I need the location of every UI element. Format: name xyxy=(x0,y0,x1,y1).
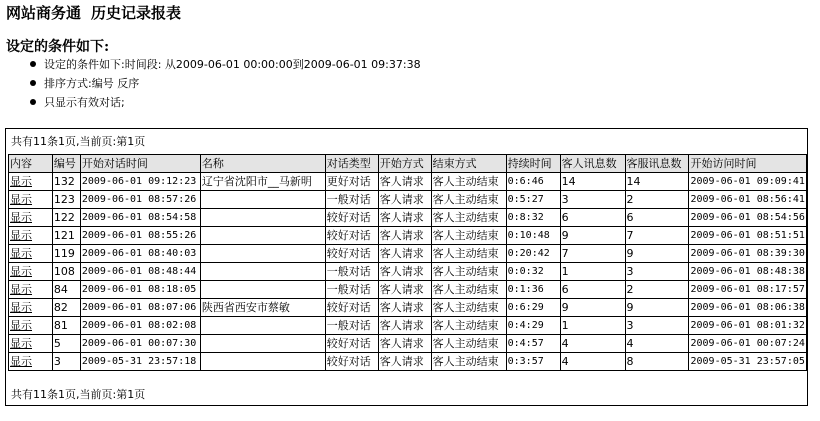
cell-dialog-type: 一般对话 xyxy=(325,263,378,281)
cell-begin-mode: 客人请求 xyxy=(378,209,431,227)
cell-id: 108 xyxy=(52,263,80,281)
cell-dialog-type: 更好对话 xyxy=(325,173,378,191)
cell-start-time: 2009-06-01 08:07:06 xyxy=(80,299,200,317)
cell-duration: 0:20:42 xyxy=(506,245,560,263)
cell-begin-mode: 客人请求 xyxy=(378,299,431,317)
cell-dialog-type: 较好对话 xyxy=(325,245,378,263)
show-detail-link[interactable]: 显示 xyxy=(10,283,32,296)
cell-id: 122 xyxy=(52,209,80,227)
records-panel xyxy=(5,128,808,406)
column-header: 持续时间 xyxy=(506,155,560,173)
cell-start-time: 2009-06-01 08:18:05 xyxy=(80,281,200,299)
cell-duration: 0:8:32 xyxy=(506,209,560,227)
cell-id: 132 xyxy=(52,173,80,191)
cell-end-mode: 客人主动结束 xyxy=(431,263,506,281)
table-row xyxy=(9,353,807,371)
table-row xyxy=(9,209,807,227)
cell-staff-messages: 8 xyxy=(625,353,689,371)
cell-visit-time: 2009-06-01 08:01:32 xyxy=(689,317,807,335)
pagination-summary-top: 共有11条1页,当前页:第1页 xyxy=(11,135,146,148)
cell-staff-messages: 2 xyxy=(625,191,689,209)
cell-begin-mode: 客人请求 xyxy=(378,191,431,209)
column-header: 对话类型 xyxy=(325,155,378,173)
cell-staff-messages: 6 xyxy=(625,209,689,227)
cell-id: 119 xyxy=(52,245,80,263)
cell-end-mode: 客人主动结束 xyxy=(431,335,506,353)
show-detail-link[interactable]: 显示 xyxy=(10,265,32,278)
cell-content xyxy=(9,281,53,299)
show-detail-link[interactable]: 显示 xyxy=(10,301,32,314)
cell-guest-messages: 14 xyxy=(560,173,625,191)
table-row xyxy=(9,281,807,299)
cell-dialog-type: 较好对话 xyxy=(325,209,378,227)
page-title xyxy=(6,2,181,23)
cell-content xyxy=(9,245,53,263)
cell-guest-messages: 1 xyxy=(560,263,625,281)
cell-duration: 0:3:57 xyxy=(506,353,560,371)
table-row xyxy=(9,191,807,209)
column-header: 结束方式 xyxy=(431,155,506,173)
cell-begin-mode: 客人请求 xyxy=(378,335,431,353)
cell-start-time: 2009-06-01 00:07:30 xyxy=(80,335,200,353)
cell-duration: 0:5:27 xyxy=(506,191,560,209)
report-title: 历史记录报表 xyxy=(91,4,182,22)
cell-visit-time: 2009-06-01 08:54:56 xyxy=(689,209,807,227)
cell-id: 81 xyxy=(52,317,80,335)
cell-name xyxy=(200,317,325,335)
cell-id: 121 xyxy=(52,227,80,245)
cell-start-time: 2009-06-01 09:12:23 xyxy=(80,173,200,191)
table-row xyxy=(9,263,807,281)
cell-id: 5 xyxy=(52,335,80,353)
cell-duration: 0:0:32 xyxy=(506,263,560,281)
show-detail-link[interactable]: 显示 xyxy=(10,319,32,332)
cell-dialog-type: 较好对话 xyxy=(325,335,378,353)
cell-name xyxy=(200,245,325,263)
cell-name: 辽宁省沈阳市__马新明 xyxy=(200,173,325,191)
cell-start-time: 2009-05-31 23:57:18 xyxy=(80,353,200,371)
cell-name xyxy=(200,281,325,299)
cell-guest-messages: 7 xyxy=(560,245,625,263)
table-header-row xyxy=(9,155,807,173)
column-header: 开始访问时间 xyxy=(689,155,807,173)
cell-visit-time: 2009-06-01 08:06:38 xyxy=(689,299,807,317)
cell-duration: 0:6:46 xyxy=(506,173,560,191)
column-header: 客服讯息数 xyxy=(625,155,689,173)
conditions-list xyxy=(30,55,421,112)
cell-id: 3 xyxy=(52,353,80,371)
show-detail-link[interactable]: 显示 xyxy=(10,175,32,188)
cell-name xyxy=(200,191,325,209)
cell-id: 82 xyxy=(52,299,80,317)
cell-end-mode: 客人主动结束 xyxy=(431,227,506,245)
cell-duration: 0:1:36 xyxy=(506,281,560,299)
cell-end-mode: 客人主动结束 xyxy=(431,317,506,335)
cell-dialog-type: 较好对话 xyxy=(325,299,378,317)
column-header: 名称 xyxy=(200,155,325,173)
history-records-table xyxy=(8,154,807,371)
cell-end-mode: 客人主动结束 xyxy=(431,209,506,227)
table-row xyxy=(9,245,807,263)
cell-visit-time: 2009-06-01 00:07:24 xyxy=(689,335,807,353)
cell-start-time: 2009-06-01 08:02:08 xyxy=(80,317,200,335)
cell-id: 84 xyxy=(52,281,80,299)
cell-end-mode: 客人主动结束 xyxy=(431,281,506,299)
cell-content xyxy=(9,191,53,209)
table-row xyxy=(9,173,807,191)
cell-dialog-type: 一般对话 xyxy=(325,317,378,335)
cell-content xyxy=(9,299,53,317)
cell-start-time: 2009-06-01 08:55:26 xyxy=(80,227,200,245)
cell-content xyxy=(9,353,53,371)
cell-content xyxy=(9,173,53,191)
cell-begin-mode: 客人请求 xyxy=(378,245,431,263)
cell-start-time: 2009-06-01 08:54:58 xyxy=(80,209,200,227)
table-row xyxy=(9,227,807,245)
condition-sort-order: 排序方式:编号 反序 xyxy=(30,74,421,93)
cell-visit-time: 2009-06-01 08:51:51 xyxy=(689,227,807,245)
cell-staff-messages: 4 xyxy=(625,335,689,353)
cell-guest-messages: 4 xyxy=(560,353,625,371)
table-row xyxy=(9,335,807,353)
conditions-heading: 设定的条件如下: xyxy=(6,39,110,55)
cell-name xyxy=(200,263,325,281)
app-title: 网站商务通 xyxy=(6,4,82,22)
cell-name: 陕西省西安市蔡敏 xyxy=(200,299,325,317)
condition-time-range: 设定的条件如下:时间段: 从2009-06-01 00:00:00到2009-06-01 09:37:38 xyxy=(30,55,421,74)
cell-duration: 0:4:57 xyxy=(506,335,560,353)
cell-begin-mode: 客人请求 xyxy=(378,353,431,371)
table-row xyxy=(9,299,807,317)
cell-end-mode: 客人主动结束 xyxy=(431,191,506,209)
cell-begin-mode: 客人请求 xyxy=(378,227,431,245)
cell-staff-messages: 3 xyxy=(625,263,689,281)
cell-guest-messages: 6 xyxy=(560,209,625,227)
cell-staff-messages: 2 xyxy=(625,281,689,299)
column-header: 开始对话时间 xyxy=(80,155,200,173)
show-detail-link[interactable]: 显示 xyxy=(10,211,32,224)
cell-staff-messages: 14 xyxy=(625,173,689,191)
cell-start-time: 2009-06-01 08:57:26 xyxy=(80,191,200,209)
condition-valid-only: 只显示有效对话; xyxy=(30,93,421,112)
cell-dialog-type: 较好对话 xyxy=(325,353,378,371)
cell-name xyxy=(200,209,325,227)
show-detail-link[interactable]: 显示 xyxy=(10,247,32,260)
cell-begin-mode: 客人请求 xyxy=(378,263,431,281)
cell-visit-time: 2009-05-31 23:57:05 xyxy=(689,353,807,371)
cell-content xyxy=(9,335,53,353)
cell-begin-mode: 客人请求 xyxy=(378,173,431,191)
cell-visit-time: 2009-06-01 08:17:57 xyxy=(689,281,807,299)
cell-end-mode: 客人主动结束 xyxy=(431,173,506,191)
pagination-summary-bottom: 共有11条1页,当前页:第1页 xyxy=(11,388,146,401)
cell-end-mode: 客人主动结束 xyxy=(431,353,506,371)
cell-visit-time: 2009-06-01 09:09:41 xyxy=(689,173,807,191)
cell-duration: 0:4:29 xyxy=(506,317,560,335)
cell-content xyxy=(9,227,53,245)
cell-visit-time: 2009-06-01 08:56:41 xyxy=(689,191,807,209)
cell-start-time: 2009-06-01 08:48:44 xyxy=(80,263,200,281)
cell-staff-messages: 9 xyxy=(625,245,689,263)
column-header: 编号 xyxy=(52,155,80,173)
cell-end-mode: 客人主动结束 xyxy=(431,245,506,263)
cell-duration: 0:6:29 xyxy=(506,299,560,317)
cell-start-time: 2009-06-01 08:40:03 xyxy=(80,245,200,263)
cell-visit-time: 2009-06-01 08:48:38 xyxy=(689,263,807,281)
cell-guest-messages: 1 xyxy=(560,317,625,335)
table-body xyxy=(9,173,807,371)
cell-guest-messages: 9 xyxy=(560,227,625,245)
cell-visit-time: 2009-06-01 08:39:30 xyxy=(689,245,807,263)
cell-guest-messages: 9 xyxy=(560,299,625,317)
cell-staff-messages: 3 xyxy=(625,317,689,335)
show-detail-link[interactable]: 显示 xyxy=(10,337,32,350)
cell-dialog-type: 较好对话 xyxy=(325,227,378,245)
cell-begin-mode: 客人请求 xyxy=(378,281,431,299)
column-header: 开始方式 xyxy=(378,155,431,173)
cell-end-mode: 客人主动结束 xyxy=(431,299,506,317)
cell-name xyxy=(200,227,325,245)
show-detail-link[interactable]: 显示 xyxy=(10,193,32,206)
cell-content xyxy=(9,209,53,227)
cell-duration: 0:10:48 xyxy=(506,227,560,245)
cell-guest-messages: 3 xyxy=(560,191,625,209)
column-header: 客人讯息数 xyxy=(560,155,625,173)
cell-name xyxy=(200,335,325,353)
column-header: 内容 xyxy=(9,155,53,173)
cell-guest-messages: 4 xyxy=(560,335,625,353)
show-detail-link[interactable]: 显示 xyxy=(10,229,32,242)
show-detail-link[interactable]: 显示 xyxy=(10,355,32,368)
cell-staff-messages: 7 xyxy=(625,227,689,245)
cell-dialog-type: 一般对话 xyxy=(325,191,378,209)
cell-dialog-type: 一般对话 xyxy=(325,281,378,299)
cell-staff-messages: 9 xyxy=(625,299,689,317)
table-row xyxy=(9,317,807,335)
cell-content xyxy=(9,317,53,335)
cell-name xyxy=(200,353,325,371)
cell-id: 123 xyxy=(52,191,80,209)
cell-guest-messages: 6 xyxy=(560,281,625,299)
cell-begin-mode: 客人请求 xyxy=(378,317,431,335)
cell-content xyxy=(9,263,53,281)
